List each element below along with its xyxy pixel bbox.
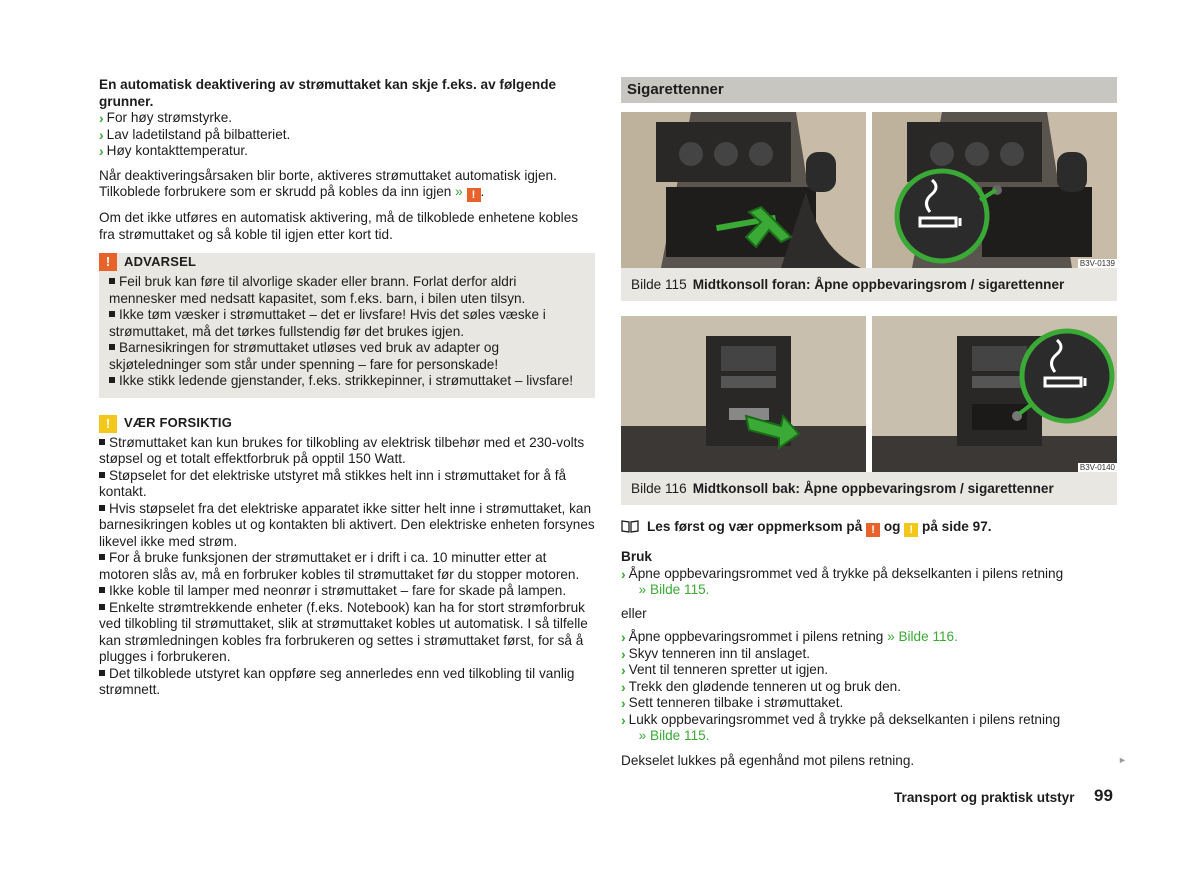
- list-item: › Høy kontakttemperatur.: [99, 143, 248, 159]
- list-item: Hvis støpselet fra det elektriske apparatet ikke sitter helt inne i strømuttaket, kan barnesikringen kobles ut og kontakten bli aktivert. Den elektriske enheten forsynes likevel ikke med strøm.: [99, 500, 595, 549]
- read-first-note: Les først og vær oppmerksom på ! og ! på side 97.: [621, 519, 1117, 537]
- figure-115: [621, 112, 1117, 268]
- usage-title: Bruk: [621, 549, 652, 564]
- chevron-right-icon: ›: [621, 662, 626, 678]
- photo-rear-console-open: [621, 316, 866, 472]
- list-item: Ikke stikk ledende gjenstander, f.eks. strikkepinner, i strømuttaket – livsfare!: [109, 373, 585, 390]
- figure-caption: [621, 472, 1117, 505]
- or-text: eller: [621, 605, 647, 621]
- list-item: › Skyv tenneren inn til anslaget.: [621, 645, 811, 662]
- figure-number: Bilde 115: [631, 277, 687, 292]
- chevron-right-icon: ›: [99, 110, 104, 126]
- caution-body: [99, 433, 595, 699]
- footer-chapter: Transport og praktisk utstyr: [894, 790, 1075, 805]
- reason-list: [99, 110, 595, 160]
- reference-link[interactable]: » Bilde 116.: [887, 629, 958, 644]
- photo-front-console-open: [621, 112, 866, 268]
- list-item: For å bruke funksjonen der strømuttaket er i drift i ca. 10 minutter etter at motoren slås av, må en forbruker kobles til strømuttaket før du stopper motoren.: [99, 550, 580, 582]
- figure-number: Bilde 116: [631, 481, 687, 496]
- chevron-right-icon: ›: [99, 143, 104, 159]
- photo-rear-lighter: [872, 316, 1117, 472]
- list-item: › Åpne oppbevaringsrommet i pilens retning » Bilde 116.: [621, 629, 958, 645]
- warning-icon: !: [866, 523, 880, 537]
- list-item: › Åpne oppbevaringsrommet ved å trykke på dekselkanten i pilens retning » Bilde 115.: [621, 565, 1064, 597]
- list-item: Feil bruk kan føre til alvorlige skader eller brann. Forlat derfor aldri mennesker med nedsatt kapasitet, som f.eks. barn, i bilen uten tilsyn.: [109, 274, 526, 306]
- warning-header: [99, 253, 595, 271]
- list-item: › For høy strømstyrke.: [99, 110, 233, 126]
- reference-link[interactable]: » Bilde 115.: [638, 728, 710, 743]
- paragraph: Om det ikke utføres en automatisk aktivering, må de tilkoblede enhetene kobles fra strømuttaket og så koble til igjen etter kort tid.: [99, 210, 579, 242]
- chevron-right-icon: ›: [621, 565, 626, 582]
- warning-body: [99, 271, 595, 390]
- list-item: Barnesikringen for strømuttaket utløses ved bruk av adapter og skjøteledninger som står under spenning – fare for personskade!: [109, 340, 500, 372]
- list-item: Ikke tøm væsker i strømuttaket – det er livsfare! Hvis det søles væske i strømuttaket, må det tørkes fullstendig før det brukes igjen.: [109, 307, 546, 339]
- warning-box: [99, 253, 595, 398]
- photo-front-lighter: [872, 112, 1117, 268]
- figure-code: B3V-0140: [1079, 463, 1115, 472]
- warning-icon: !: [467, 188, 481, 202]
- continue-arrow-icon: ►: [1118, 755, 1127, 765]
- left-column: [99, 77, 595, 699]
- list-item: › Vent til tenneren spretter ut igjen.: [621, 662, 829, 678]
- figure-code: B3V-0139: [1079, 259, 1115, 268]
- paragraph: Når deaktiveringsårsaken blir borte, aktiveres strømuttaket automatisk igjen. Tilkoblede forbrukere som er skrudd på kobles da inn igjen » ! .: [99, 167, 557, 201]
- figure-116: [621, 316, 1117, 472]
- caption-text: Midtkonsoll bak: Åpne oppbevaringsrom / sigarettenner: [692, 481, 1054, 496]
- caution-icon: !: [99, 415, 117, 433]
- caution-header: [99, 415, 595, 433]
- intro-title: En automatisk deaktivering av strømuttaket kan skje f.eks. av følgende grunner.: [99, 77, 557, 109]
- list-item: › Lukk oppbevaringsrommet ved å trykke på dekselkanten i pilens retning » Bilde 115.: [621, 711, 1061, 743]
- list-item: Enkelte strømtrekkende enheter (f.eks. Notebook) kan ha for stort strømforbruk ved tilkobling til strømuttaket, slik at strømuttaket kobles ut automatisk. I så tilfelle kan strømledningen kobles fra forbrukeren og settes i strømuttaket først, for så å plugges i forbrukeren.: [99, 599, 588, 664]
- chevron-right-icon: ›: [621, 695, 626, 711]
- caption-text: Midtkonsoll foran: Åpne oppbevaringsrom / sigarettenner: [692, 277, 1065, 292]
- step-list: [621, 629, 1117, 745]
- right-column: [621, 77, 1117, 769]
- closing-text: Dekselet lukkes på egenhånd mot pilens retning.: [621, 752, 915, 768]
- chevron-right-icon: ›: [621, 678, 626, 695]
- list-item: › Lav ladetilstand på bilbatteriet.: [99, 126, 291, 143]
- figure-caption: [621, 268, 1117, 301]
- caution-title: VÆR FORSIKTIG: [124, 415, 233, 431]
- warning-title: ADVARSEL: [124, 253, 197, 269]
- caution-icon: !: [904, 523, 918, 537]
- list-item: › Trekk den glødende tenneren ut og bruk den.: [621, 678, 901, 695]
- list-item: Ikke koble til lamper med neonrør i strømuttaket – fare for skade på lampen.: [99, 583, 595, 600]
- section-title: Sigarettenner: [621, 77, 1117, 103]
- list-item: Det tilkoblede utstyret kan oppføre seg annerledes enn ved tilkobling til vanlig strømnett.: [99, 665, 575, 697]
- chevron-right-icon: ›: [621, 629, 626, 645]
- reference-link[interactable]: » Bilde 115.: [638, 582, 710, 597]
- chevron-right-icon: ›: [99, 126, 104, 143]
- chevron-right-icon: ›: [621, 711, 626, 728]
- chevron-right-icon: ›: [621, 645, 626, 662]
- warning-icon: !: [99, 253, 117, 271]
- book-icon: [621, 520, 639, 533]
- caution-box: [99, 415, 595, 699]
- list-item: Støpselet for det elektriske utstyret må stikkes helt inn i strømuttaket for å få kontakt.: [99, 467, 567, 499]
- page-number: 99: [1094, 786, 1113, 805]
- list-item: Strømuttaket kan kun brukes for tilkobling av elektrisk tilbehør med et 230-volts støpsel og et totalt effektforbruk på opptil 150 Watt.: [99, 434, 585, 466]
- list-item: › Sett tenneren tilbake i strømuttaket.: [621, 695, 844, 711]
- reference-link[interactable]: »: [455, 184, 463, 199]
